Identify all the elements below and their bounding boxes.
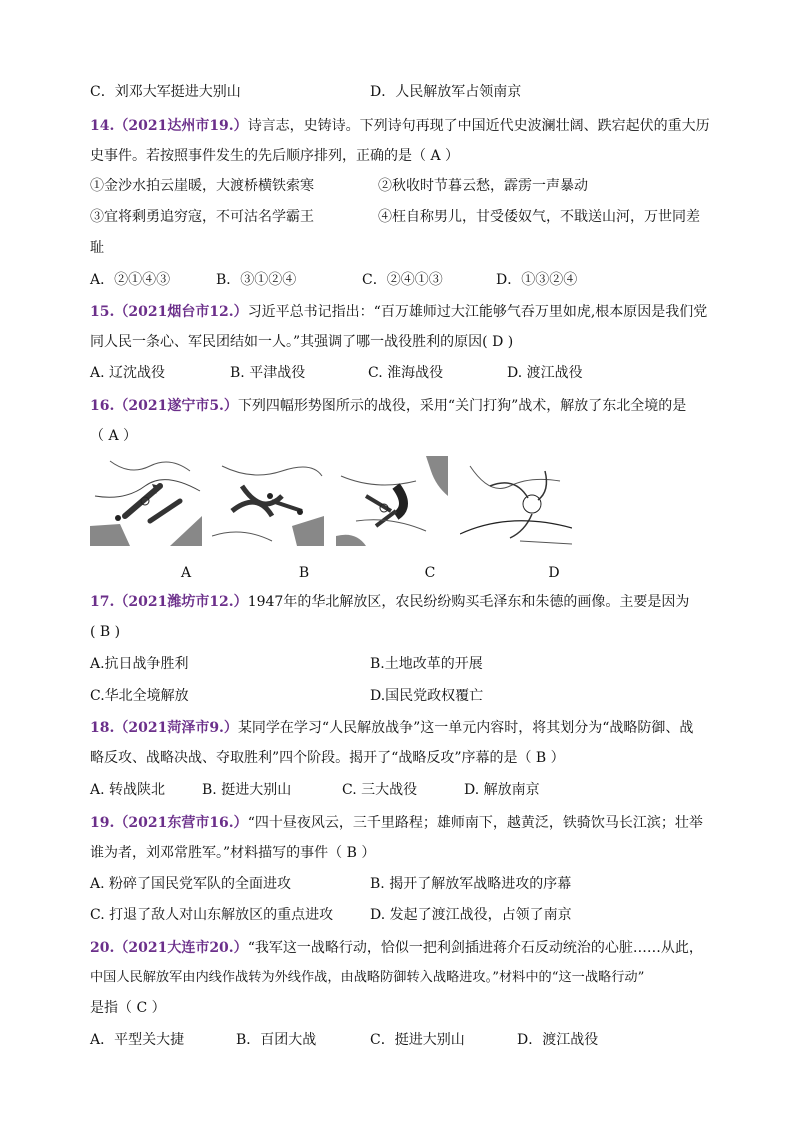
question-18-option-c: C. 三大战役 <box>342 782 418 798</box>
question-14-source: 14.（2021达州市19.） <box>90 118 248 134</box>
question-17-option-c: C.华北全境解放 <box>90 688 189 704</box>
question-15-option-d: D. 渡江战役 <box>507 365 583 381</box>
question-20-option-d: D．渡江战役 <box>517 1032 599 1048</box>
question-18-stem-2: 略反攻、战略决战、夺取胜利”四个阶段。揭开了“战略反攻”序幕的是（ B ） <box>90 750 565 766</box>
question-14-option-a: A．②①④③ <box>90 272 171 288</box>
battle-maps <box>88 456 618 551</box>
map-a-drawing <box>90 456 202 546</box>
question-19-option-d: D. 发起了渡江战役，占领了南京 <box>370 907 572 923</box>
question-20-source: 20.（2021大连市20.） <box>90 940 248 956</box>
question-15-source: 15.（2021烟台市12.） <box>90 304 248 320</box>
question-19-stem-2: 谁为者，刘邓常胜军。”材料描写的事件（ B ） <box>90 845 376 861</box>
battle-map-d <box>460 456 572 546</box>
question-17-option-d: D.国民党政权覆亡 <box>370 688 484 704</box>
option-d-prev: D．人民解放军占领南京 <box>370 84 522 100</box>
battle-map-a <box>90 456 202 546</box>
option-c-prev: C．刘邓大军挺进大别山 <box>90 84 241 100</box>
question-20-option-b: B．百团大战 <box>236 1032 317 1048</box>
map-label-a: A <box>180 565 192 581</box>
question-18-option-b: B. 挺进大别山 <box>202 782 292 798</box>
question-14-item-2: ②秋收时节暮云愁，霹雳一声暴动 <box>378 178 588 194</box>
question-14-stem-2: 史事件。若按照事件发生的先后顺序排列，正确的是（ A ） <box>90 148 460 164</box>
question-17-option-b: B.土地改革的开展 <box>370 656 483 672</box>
map-c-drawing <box>336 456 448 546</box>
question-16-stem-2: （ A ） <box>90 428 138 444</box>
question-20-stem-2: 中国人民解放军由内线作战转为外线作战，由战略防御转入战略进攻。”材料中的“这一战略行动” <box>90 970 645 985</box>
question-17-stem: 17.（2021潍坊市12.）1947年的华北解放区，农民纷纷购买毛泽东和朱德的画像。主要是因为 <box>90 594 690 610</box>
question-20-option-a: A．平型关大捷 <box>90 1032 185 1048</box>
question-14-item-3: ③宜将剩勇追穷寇，不可沽名学霸王 <box>90 209 314 225</box>
question-17-stem-2: ( B ) <box>90 624 121 640</box>
question-20-stem: 20.（2021大连市20.）“我军这一战略行动，恰似一把利剑插进蒋介石反动统治的心脏……从此， <box>90 940 703 956</box>
question-14-stem: 14.（2021达州市19.）诗言志，史铸诗。下列诗句再现了中国近代史波澜壮阔、跌宕起伏的重大历 <box>90 118 710 134</box>
question-17-source: 17.（2021潍坊市12.） <box>90 594 248 610</box>
map-label-c: C <box>424 565 436 581</box>
question-17-option-a: A.抗日战争胜利 <box>90 656 189 672</box>
question-14-option-c: C．②④①③ <box>362 272 443 288</box>
question-14-option-b: B．③①②④ <box>216 272 297 288</box>
question-14-item-4-cont: 耻 <box>90 240 104 256</box>
question-14-item-4: ④枉自称男儿，甘受倭奴气，不戢送山河，万世同差 <box>378 209 700 225</box>
question-14-item-1: ①金沙水拍云崖暖，大渡桥横铁索寒 <box>90 178 314 194</box>
map-d-drawing <box>460 456 572 546</box>
question-20-stem-3: 是指（ C ） <box>90 1000 166 1016</box>
question-19-option-a: A. 粉碎了国民党军队的全面进攻 <box>90 876 292 892</box>
map-b-drawing <box>212 456 324 546</box>
question-15-option-a: A. 辽沈战役 <box>90 365 166 381</box>
question-18-option-a: A. 转战陕北 <box>90 782 166 798</box>
question-19-option-b: B. 揭开了解放军战略进攻的序幕 <box>370 876 572 892</box>
question-20-option-c: C．挺进大别山 <box>370 1032 465 1048</box>
question-15-option-c: C. 淮海战役 <box>368 365 444 381</box>
question-18-source: 18.（2021菏泽市9.） <box>90 720 238 736</box>
question-15-option-b: B. 平津战役 <box>230 365 306 381</box>
question-18-stem: 18.（2021菏泽市9.）某同学在学习“人民解放战争”这一单元内容时，将其划分为“战略防御、战 <box>90 720 694 736</box>
map-label-b: B <box>298 565 310 581</box>
map-label-d: D <box>548 565 560 581</box>
question-15-stem-2: 同人民一条心、军民团结如一人。”其强调了哪一战役胜利的原因( D ) <box>90 334 514 350</box>
question-15-stem: 15.（2021烟台市12.）习近平总书记指出：“百万雄师过大江能够气吞万里如虎,根本原因是我们党 <box>90 304 708 320</box>
question-18-option-d: D. 解放南京 <box>464 782 540 798</box>
question-16-stem: 16.（2021遂宁市5.）下列四幅形势图所示的战役，采用“关门打狗”战术，解放了东北全境的是 <box>90 398 687 414</box>
question-19-source: 19.（2021东营市16.） <box>90 815 248 831</box>
question-14-option-d: D．①③②④ <box>496 272 578 288</box>
question-19-stem: 19.（2021东营市16.）“四十昼夜风云，三千里路程；雄师南下，越黄泛，铁骑饮马长江滨；壮举 <box>90 815 703 831</box>
battle-map-b <box>212 456 324 546</box>
question-19-option-c: C. 打退了敌人对山东解放区的重点进攻 <box>90 907 334 923</box>
question-16-source: 16.（2021遂宁市5.） <box>90 398 238 414</box>
battle-map-c <box>336 456 448 546</box>
